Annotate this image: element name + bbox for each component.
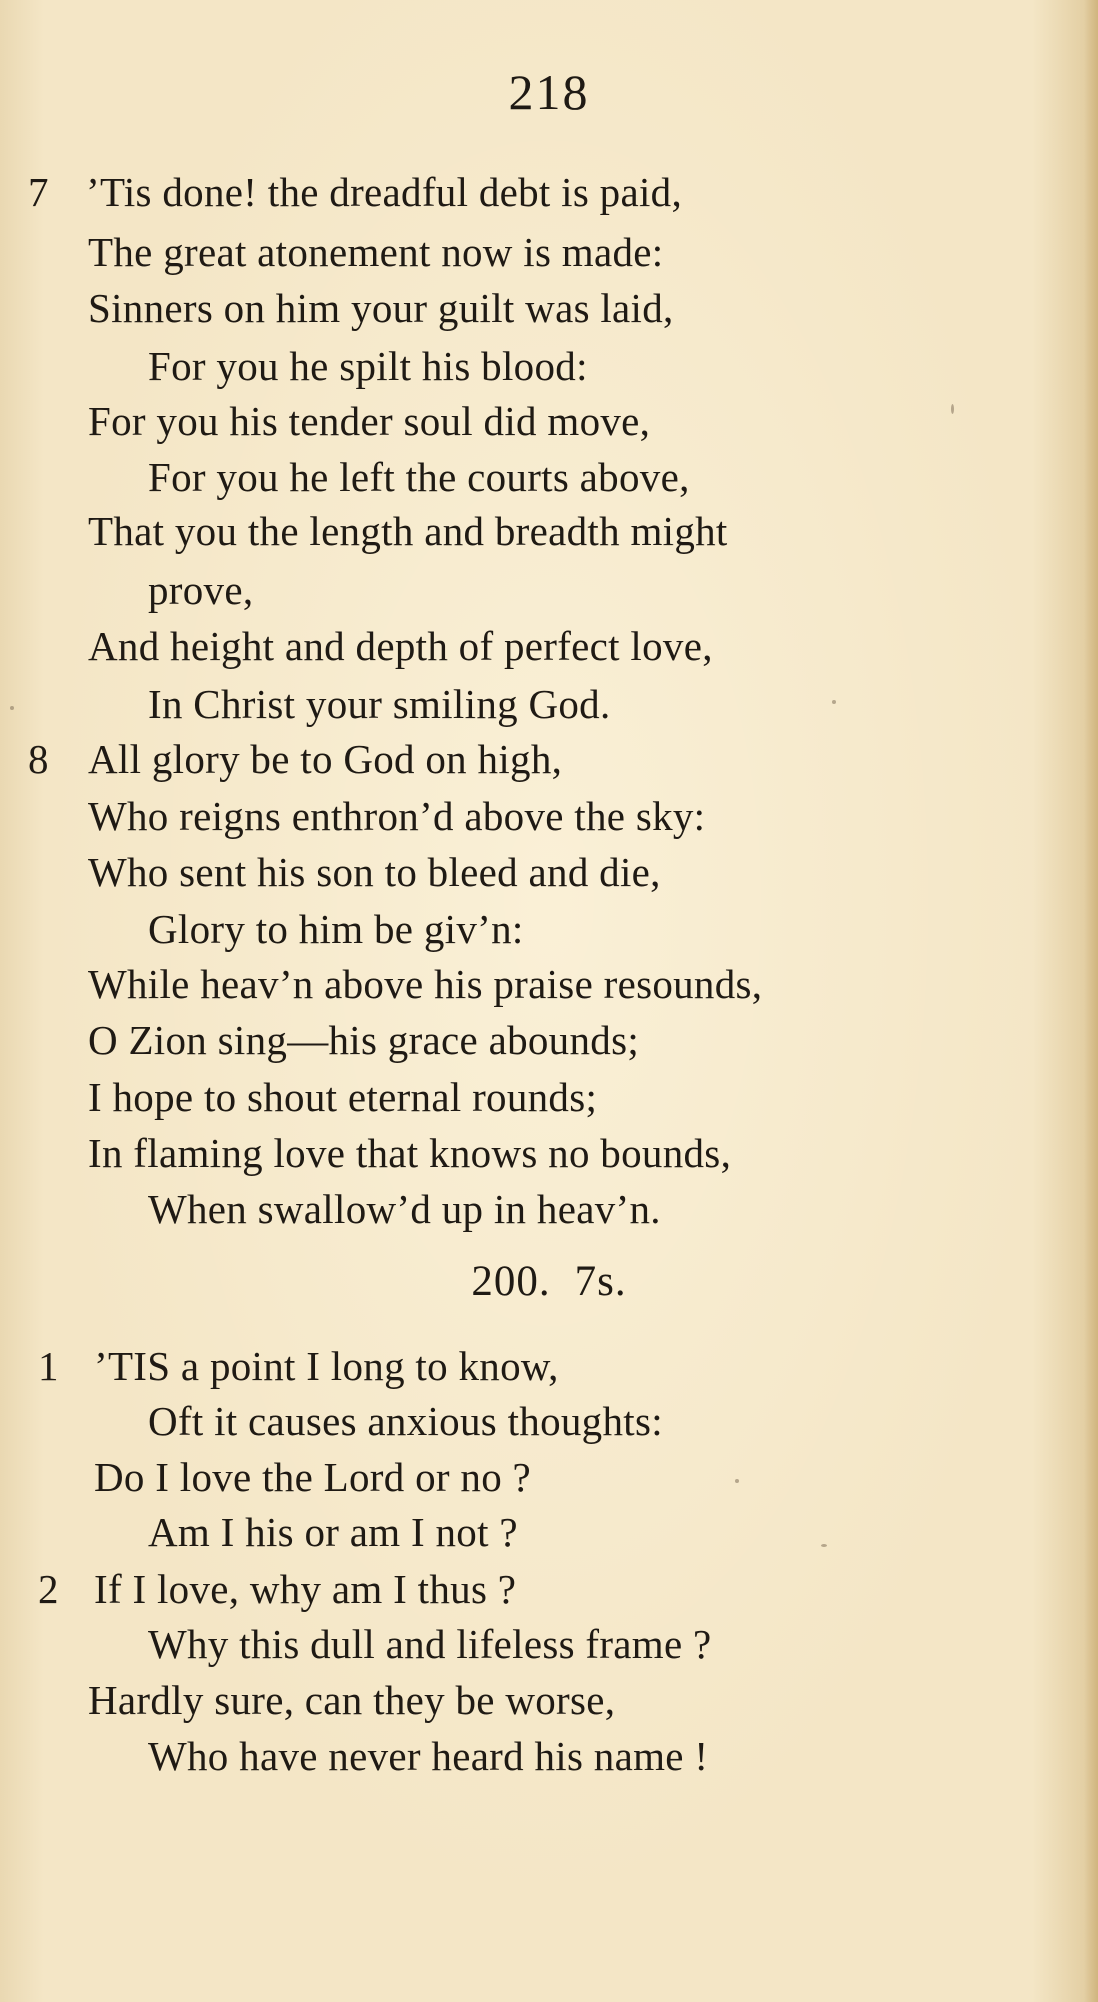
verse-line: prove, [148,567,254,613]
verse-line: Who reigns enthron’d above the sky: [88,793,706,839]
print-speck [735,1479,739,1483]
verse-line: That you the length and breadth might [88,508,728,554]
page-number: 218 [508,64,590,120]
stanza-number: 2 [38,1566,59,1612]
verse-line: The great atonement now is made: [88,229,664,275]
verse-line: When swallow’d up in heav’n. [148,1186,661,1232]
print-speck [832,700,836,704]
hymn-number: 200. [471,1258,551,1305]
verse-line: Sinners on him your guilt was laid, [88,285,674,331]
verse-line: And height and depth of perfect love, [88,623,713,669]
verse-line: For you he left the courts above, [148,454,690,500]
stanza-number: 7 [28,169,49,215]
verse-line: Glory to him be giv’n: [148,906,524,952]
print-speck [10,706,14,710]
stanza-number: 8 [28,736,49,782]
verse-line: In Christ your smiling God. [148,681,611,727]
verse-line: I hope to shout eternal rounds; [88,1074,598,1120]
print-speck [821,1544,827,1547]
verse-line: Why this dull and lifeless frame ? [148,1621,712,1667]
verse-line: If I love, why am I thus ? [94,1566,517,1612]
verse-line: ’Tis done! the dreadful debt is paid, [86,169,683,215]
page-edge [1084,0,1098,2002]
hymn-heading [0,1256,1098,1308]
hymn-meter: 7s. [574,1258,627,1305]
verse-line: Who have never heard his name ! [148,1733,709,1779]
verse-line: O Zion sing—his grace abounds; [88,1017,640,1063]
verse-line: All glory be to God on high, [88,736,563,782]
verse-line: Hardly sure, can they be worse, [88,1677,616,1723]
verse-line: In flaming love that knows no bounds, [88,1130,732,1176]
stanza-number: 1 [38,1343,59,1389]
verse-line: Am I his or am I not ? [148,1509,518,1555]
verse-line: For you he spilt his blood: [148,343,588,389]
verse-line: ’TIS a point I long to know, [94,1343,559,1389]
print-speck [951,404,954,414]
verse-line: Do I love the Lord or no ? [94,1454,532,1500]
verse-line: Who sent his son to bleed and die, [88,849,661,895]
verse-line: While heav’n above his praise resounds, [88,961,763,1007]
verse-line: Oft it causes anxious thoughts: [148,1398,663,1444]
verse-line: For you his tender soul did move, [88,398,651,444]
